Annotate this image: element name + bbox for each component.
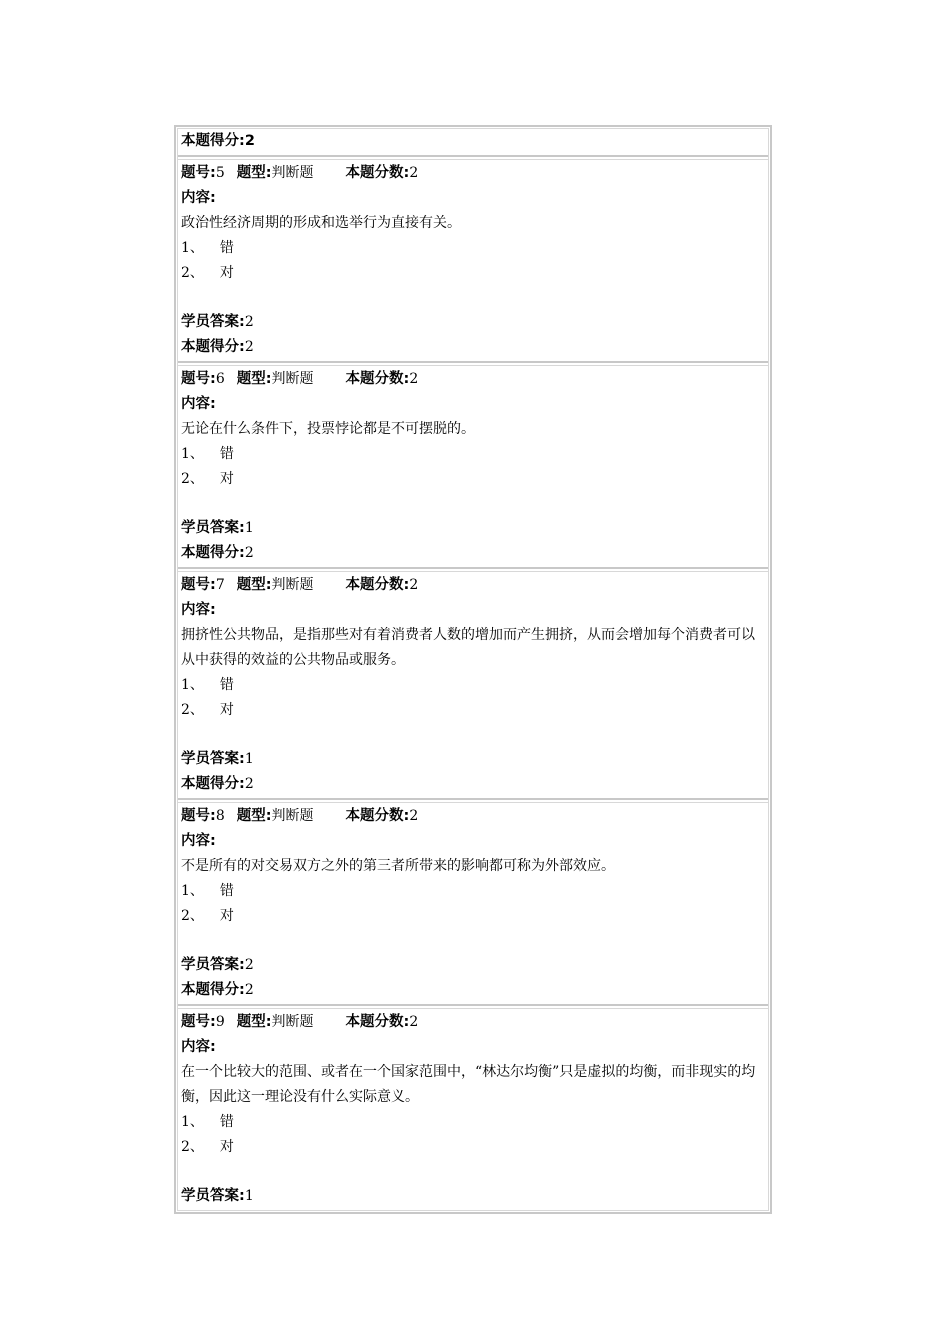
qtype-value: 判断题	[271, 371, 314, 387]
option-number: 2、	[181, 1139, 204, 1155]
question-block-7	[181, 573, 768, 797]
score-label: 本题得分:	[181, 776, 245, 792]
row-divider	[178, 361, 768, 366]
qtype-value: 判断题	[271, 808, 314, 824]
qpoints-value: 2	[409, 371, 419, 387]
score-label: 本题得分:	[181, 339, 245, 355]
qpoints-label: 本题分数:	[345, 808, 410, 824]
option-text: 对	[219, 471, 234, 487]
score-row	[181, 772, 768, 797]
qpoints-value: 2	[409, 808, 419, 824]
score-row	[181, 541, 768, 566]
question-block-5	[181, 161, 768, 360]
top-score-row	[181, 129, 768, 154]
question-table-inner	[177, 128, 769, 1211]
answer-row	[181, 310, 768, 335]
option-text: 错	[219, 446, 234, 462]
score-label: 本题得分:	[181, 982, 245, 998]
option-number: 2、	[181, 908, 204, 924]
question-block-6	[181, 367, 768, 566]
row-divider	[178, 155, 768, 160]
content-label: 内容:	[181, 833, 216, 849]
option-text: 对	[219, 265, 234, 281]
row-divider	[178, 1004, 768, 1009]
answer-label: 学员答案:	[181, 314, 245, 330]
option-2	[181, 1135, 768, 1160]
score-row	[181, 335, 768, 360]
question-header	[181, 161, 768, 186]
option-text: 错	[219, 677, 234, 693]
option-1	[181, 1110, 768, 1135]
qtype-label: 题型:	[236, 577, 272, 593]
option-1	[181, 879, 768, 904]
qno-label: 题号:	[181, 808, 216, 824]
qtype-value: 判断题	[271, 1014, 314, 1030]
score-value: 2	[244, 339, 254, 355]
question-header	[181, 573, 768, 598]
option-text: 错	[219, 883, 234, 899]
option-text: 对	[219, 1139, 234, 1155]
row-divider	[178, 567, 768, 572]
option-number: 2、	[181, 702, 204, 718]
option-2	[181, 467, 768, 492]
option-number: 1、	[181, 240, 204, 256]
qpoints-label: 本题分数:	[345, 1014, 410, 1030]
score-label: 本题得分:	[181, 545, 245, 561]
answer-label: 学员答案:	[181, 1188, 245, 1204]
option-number: 1、	[181, 677, 204, 693]
answer-value: 1	[244, 751, 254, 767]
qpoints-value: 2	[409, 577, 419, 593]
qno-value: 7	[215, 577, 225, 593]
question-content: 不是所有的对交易双方之外的第三者所带来的影响都可称为外部效应。	[181, 858, 615, 874]
option-number: 2、	[181, 265, 204, 281]
qtype-label: 题型:	[236, 165, 272, 181]
option-text: 对	[219, 908, 234, 924]
qpoints-label: 本题分数:	[345, 577, 410, 593]
answer-row	[181, 953, 768, 978]
qno-value: 6	[215, 371, 225, 387]
qno-label: 题号:	[181, 577, 216, 593]
qpoints-value: 2	[409, 1014, 419, 1030]
score-value: 2	[244, 776, 254, 792]
qtype-value: 判断题	[271, 577, 314, 593]
answer-value: 2	[244, 957, 254, 973]
question-content: 拥挤性公共物品，是指那些对有着消费者人数的增加而产生拥挤，从而会增加每个消费者可以从中获得的效益的公共物品或服务。	[181, 627, 755, 668]
qno-value: 5	[215, 165, 225, 181]
qno-label: 题号:	[181, 1014, 216, 1030]
question-content: 在一个比较大的范围、或者在一个国家范围中，“林达尔均衡”只是虚拟的均衡，而非现实的均衡，因此这一理论没有什么实际意义。	[181, 1064, 756, 1105]
answer-row	[181, 1184, 768, 1209]
qtype-label: 题型:	[236, 371, 272, 387]
qtype-label: 题型:	[236, 1014, 272, 1030]
option-text: 对	[219, 702, 234, 718]
qtype-value: 判断题	[271, 165, 314, 181]
answer-value: 2	[244, 314, 254, 330]
score-value: 2	[244, 133, 255, 149]
question-header	[181, 804, 768, 829]
option-number: 2、	[181, 471, 204, 487]
answer-label: 学员答案:	[181, 751, 245, 767]
option-number: 1、	[181, 446, 204, 462]
answer-label: 学员答案:	[181, 957, 245, 973]
question-block-8	[181, 804, 768, 1003]
row-divider	[178, 798, 768, 803]
answer-value: 1	[244, 1188, 254, 1204]
score-row	[181, 978, 768, 1003]
answer-row	[181, 516, 768, 541]
qpoints-label: 本题分数:	[345, 165, 410, 181]
score-value: 2	[244, 982, 254, 998]
option-number: 1、	[181, 1114, 204, 1130]
option-text: 错	[219, 1114, 234, 1130]
qno-value: 8	[215, 808, 225, 824]
option-1	[181, 442, 768, 467]
qno-label: 题号:	[181, 371, 216, 387]
option-number: 1、	[181, 883, 204, 899]
option-2	[181, 904, 768, 929]
qpoints-label: 本题分数:	[345, 371, 410, 387]
score-label: 本题得分:	[181, 133, 245, 149]
question-content: 政治性经济周期的形成和选举行为直接有关。	[181, 215, 461, 231]
content-label: 内容:	[181, 396, 216, 412]
content-label: 内容:	[181, 190, 216, 206]
answer-label: 学员答案:	[181, 520, 245, 536]
qno-value: 9	[215, 1014, 225, 1030]
qno-label: 题号:	[181, 165, 216, 181]
question-content: 无论在什么条件下，投票悖论都是不可摆脱的。	[181, 421, 475, 437]
option-1	[181, 236, 768, 261]
question-block-9	[181, 1010, 768, 1209]
answer-row	[181, 747, 768, 772]
score-value: 2	[244, 545, 254, 561]
option-1	[181, 673, 768, 698]
option-2	[181, 261, 768, 286]
qtype-label: 题型:	[236, 808, 272, 824]
question-table	[174, 125, 772, 1214]
content-label: 内容:	[181, 1039, 216, 1055]
option-text: 错	[219, 240, 234, 256]
question-header	[181, 367, 768, 392]
answer-value: 1	[244, 520, 254, 536]
qpoints-value: 2	[409, 165, 419, 181]
content-label: 内容:	[181, 602, 216, 618]
option-2	[181, 698, 768, 723]
question-header	[181, 1010, 768, 1035]
